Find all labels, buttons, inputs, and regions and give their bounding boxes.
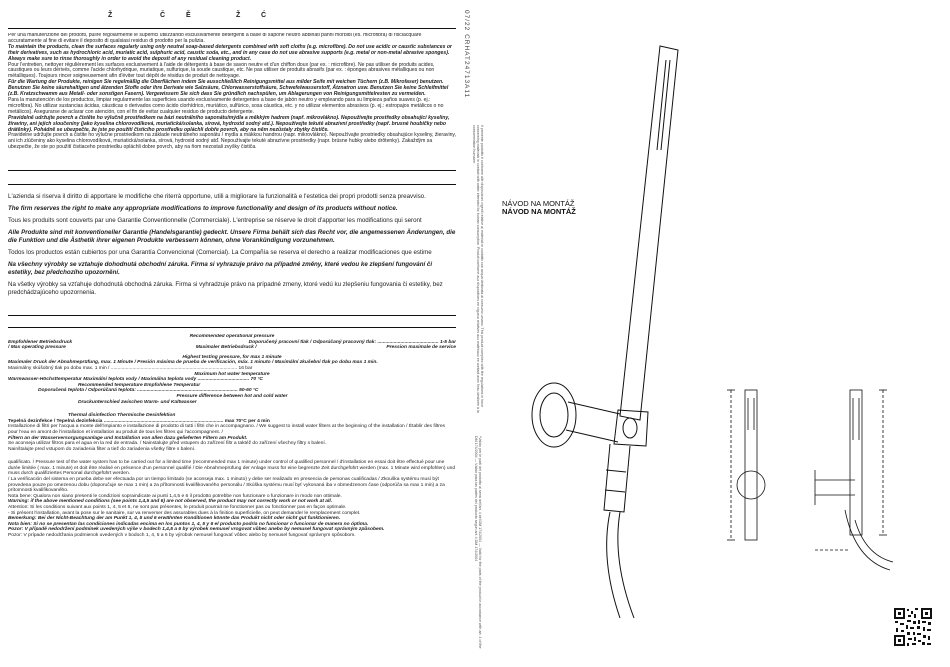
pressure-test-note-es: / La verificación del sistema en prueba debe ser efectuada por un tiempo limitado (se aconseja max. 1 minuto) y debe ser realizado en presencia de personas cualificadas / Zkouška systému musí být provedena pouze po omezenou dobu (doporučuje se max 1 min) a za přítomnosti kvalifikovaného personálu / Skúška systému musí byť vykonaná iba v obmedzenom čase (odporúča sa max 1 min) a za prítomnosti kvalifikovaného. <box>8 477 445 494</box>
instructions-column <box>8 0 456 667</box>
divider <box>8 28 456 29</box>
divider <box>8 170 456 171</box>
rec-temp-label: Recommended temperature Empfohlene Temperatur <box>78 382 201 388</box>
document-code: 07/22 CRHAT24713A11 <box>463 10 470 99</box>
side-view-arm <box>815 470 855 505</box>
language-mark: Ž <box>236 12 242 19</box>
hose <box>607 512 634 618</box>
rights-en: The firm reserves the right to make any appropriate modifications to improve functionality and design of its products without notice. <box>8 205 398 212</box>
rights-section <box>8 193 456 311</box>
language-mark: Č <box>160 12 167 19</box>
pozor-cs: Pozor: V případě nedodržení podmínek uvedených výše v bodech 1,4,5 a 6 by výrobek nemusel vrogovat vůbec anebo by nemusel fungovat správným způsobem. <box>8 527 385 533</box>
dimension-drawing <box>715 370 900 580</box>
filters-es-cs: Se aconseja utilizar filtros para el agua en la red de entrada. / Nainstalujte před vstupem do zařízení filtr a taktéž do zařízení všechny filtry s balení. <box>8 441 327 447</box>
side-view-handle <box>850 390 862 535</box>
attention-fr: Attention: Si les conditions suivant aux points 1, 4, 5 et 6, ne sont pas présentes, le produit pourrait ne fonctionner pas ou fonctionner pas en façon optimale. <box>8 505 347 511</box>
qr-code <box>893 607 933 647</box>
maintenance-fr: Pour l'entretien, nettoyer régulièrement les surfaces exclusivement à l'aide de détergents à base de savon neutre et d'un chiffon doux (par ex. : microfibre). Ne pas utiliser de produits acides, caustiques ou leurs dérivés, comme l'acide chlorhydrique, muriatique, sulfurique, la soude caustique, etc. Ne pas utiliser de produits abrasifs (par ex. : éponges abrasives métalliques ou non métalliques). Toujours rincer soigneusement afin d'éviter tout dépôt de résidus de produit de nettoyage. <box>8 61 435 80</box>
max-temp-row: Warmwasser-Höchsttemperatur Maximální teplota vody / Maximálna teplota vody ...................................... 70 °C <box>8 377 263 383</box>
language-mark: Ž <box>108 12 114 19</box>
thermal-disinfection-label: Thermal disinfection Thermische Desinfektion <box>68 413 176 419</box>
hose-connector <box>604 444 630 512</box>
side-view-hose <box>845 510 893 570</box>
maintenance-section <box>8 33 456 163</box>
language-mark: Ć <box>261 12 268 19</box>
holder-bracket <box>614 410 648 446</box>
pozor-sk: Pozor: V prípade nedodržania podmienok uvedených v bodoch 1, 4, 5 a 6 by výrobok nemusel fungovať vôbec alebo by nemusel fungovať správnym spôsobom. <box>8 533 356 538</box>
rights-it: L'azienda si riserva il diritto di apportare le modifiche che riterrà opportune, utili a migliorare la funzionalità e l'estetica dei propri prodotti senza preavviso. <box>8 193 426 200</box>
footnote: *Valido per le parti del prodotto ai sensi dell'art. 4 del DM 174/2004 — Valid for the parts of the product in accordance with art. 4 of the DM 174/2004 — Válido para las partes del producto según art. 4 DM 174/2004 <box>473 436 482 649</box>
compliance-note: Il presente prodotto è conforme alle disposizioni vigenti relative ai materiali in contatto con acqua destinata al consumo umano. This product complies with the regulations in force concerning materials in contact with water intended for human consumption. Produit conforme aux dispositions en vigueur relatives aux matériaux en contact avec l'eau destinée à la consommation humaine. <box>472 125 484 413</box>
nota-bien-es: Nota bien: Si no se presentan las condiciones indicadas encima en los puntos 1, 4, 5 y 6 el producto podría no funcionar o funcionar de manera no óptima. <box>8 521 369 527</box>
technical-data-section <box>8 334 456 660</box>
filters-de: Filtern an der Wasserversorgungsanlage und Installation von allen dazu gelieferten Filtern am Produkt. <box>8 435 248 441</box>
pressure-de: Empfohlener Betriebsdruck <box>8 339 73 345</box>
bemerkung-de: Bemerkung: Bei der Nicht-Beachtung der am Punkt 1, 4, 5 und 6 erwähnten Konditionen könnte das Produkt nicht oder nicht gut funktionieren. <box>8 516 341 522</box>
max-pressure-fr: Pression maximale de service <box>386 345 456 351</box>
rights-fr: Tous les produits sont couverts par une Garantie Conventionnelle (Commerciale). L'entreprise se réserve le droit d'apporter les modifications qui seront <box>8 217 422 224</box>
front-view-wall-plate <box>737 471 765 499</box>
attention-fr-2: - Si présent l'installation, avant la pose sur le sanitaire, sur va renverser des assurables dues à la finition superficielle, on peut demander le remplacement complet. <box>8 510 361 516</box>
thermal-disinfection-row: Tepelná dezinfekce / Tepelná dezinfekcia ........................................................................................ max 70°C per 4 min <box>8 418 270 424</box>
maintenance-sk: Pravidelne udržujte povrch a čistite ho výlučne prostriedkom na základe neutrálneho saponátu / mydla a mäkkou handrou (napr. mikrovlákno). Nepoužívajte prostriedky obsahujúce kyseliny, žieraviny, ani ich zlúčeniny ako kyselina chlorovodíková, muriatická/solanka, sírová, hydroxid sodný atď. Nepoužívajte tekuté abrazívne prostriedky (napr. brúsne hubky alebo drôtenky). Zakaždým sa ubezpečte, že ste po použití čistiaceho prostriedku opláchli dobre povrch, aby na ňom nezostali zvyšky čističa. <box>8 132 456 151</box>
wall-arm <box>566 402 620 442</box>
pressure-diff-label: Pressure difference between hot and cold water <box>176 393 288 399</box>
pressure-cs: Doporučený pracovní tlak / Odporúčaný pracovný tlak: ............................................. 1-5 bar <box>248 339 456 345</box>
max-test-pressure-sk: Maximálny skúšobný tlak po dobu max. 1 min / ............................................................................................. 16 bar <box>8 365 253 371</box>
rec-temp-row: Doporučená teplota / Odporúčaná teplota: .......................................................................... 50-60 °C <box>38 388 259 394</box>
warning-en: Warning: if the above mentioned conditions (see points 1,4,5 and 6) are not observed, the product may not correctly work or not work at all. <box>8 499 333 505</box>
maintenance-de: Für die Wartung der Produkte, reinigen Sie regelmäßig die Oberflächen indem Sie ausschließlich Reinigungsmittel aus milder Seife mit weichen Tüchern (z.B. Mikrofaser) benutzen. Benutzen Sie keine säurehaltigen und ätzenden Stoffe oder ihre Derivate wie Salzsäure, Chlorwasserstoffsäure, Schwefelwasserstoff, Ätznatron usw. Benutzen Sie keine Schleifmittel (z.B. Kratzschwamm aus Metall- oder sonstigen Fasern). Vergewissern Sie sich dass Sie gründlich nachspülen, um Ablagerungen von Reinigungsmittelresten zu vermeiden. <box>8 79 449 98</box>
maintenance-cs: Pravidelně udržujte povrch a čistěte ho výlučně prostředkem na bázi neutrálního saponátu/mýdla a měkkým hadrem (např. mikrovlákno). Nepoužívejte prostředky obsahující kyseliny, žíraviny, ani jejich sloučeniny (jako kyselina chlorovodíková, muriatická/solanka, sírová, hydroxid sodný atd.). Nepoužívejte tekuté abrazivní prostředky (např. brusné houbičky nebo drátěnky). Pohádně se ubezpečte, že jste po použití čisticího prostředku opláchli dobře povrch, aby na něm nezůstaly zbytky čističe. <box>8 114 450 133</box>
maintenance-it: Per una manutenzione dei prodotti, pulire regolarmente le superfici utilizzando esclusivamente detergenti a base di sapone neutro abbinati panni morbidi (es. microfibra) di risciacquare accuratamente al fine di evitare il deposito di qualsiasi residuo di prodotto per la pulizia. <box>8 33 422 44</box>
nota-bene-it: Nota bene: Qualora non siano presenti le condizioni sopraindicate ai punti 1,4,5 e 6 il prodotto potrebbe non funzionare o funzionare in modo non ottimale. <box>8 493 342 499</box>
divider <box>8 315 456 316</box>
pressure-diff-de: Druckunterschied zwischen Warm- und Kaltwasser <box>78 399 197 405</box>
max-temp-label: Maximum hot water temperature <box>194 371 270 377</box>
pressure-test-note: qualificato. / Pressure test of the water system has to be carried out for a limited time (recommended max 1 minute) under control of qualified personnel / d'installation en essai doit être effectué pour une durée limitée ( max. 1 minute) et doit être réalisé en présence d'un personnel qualifié / Die Abnahmeprüfung der Anlage muss für eine begrenzte Zeit durchgeführt werden (max. 1 Minute wird empfohlen) und muss durch qualifiziertes Personal durchgeführt werden. <box>8 460 456 477</box>
shower-handle <box>620 46 678 420</box>
spray-head-slots <box>657 60 670 150</box>
max-pressure-en: / Max operating pressure <box>8 345 66 351</box>
max-test-pressure: Maximaler Druck der Abnahmeprüfung, max. 1 Minute / Presión máxima de prueba de verificación, máx. 1 minuto / Maximální zkušební tlak po dobu max 1 min. <box>8 360 378 366</box>
rec-pressure-label: Recommended operational pressure <box>189 334 275 339</box>
title-line-2: NÁVOD NA MONTÁŽ <box>502 207 576 216</box>
front-view-handle <box>745 390 757 540</box>
divider <box>8 327 456 328</box>
maintenance-es: Para la manutención de los productos, limpiar regularmente las superficies usando exclusivamente detergentes a base de jabón neutro y empleando para su limpieza paños suaves (p. ej.: microfibra). No utilizar sustancias ácidas, cáusticas o derivados como ácido clorhídrico, muriático, sulfúrico, sosa cáustica, etc. y no utilizar elementos abrasivos (p. ej.: estropajos metálicos o no metálicos). Asegurarse de aclarar con atención, con el fin de evitar cualquier residuo de producto detergente. <box>8 96 444 115</box>
title-line-1: NÁVOD NA MONTÁŽ <box>502 199 575 208</box>
divider <box>8 184 456 185</box>
max-pressure-de: Maximaler Betriebsdruck / <box>195 345 257 351</box>
filters-sk: Nainštalujte pred vstupom do zariadenia filter a tiež do zariadenia všetky filtre s balení. <box>8 446 196 452</box>
rights-cs: Na všechny výrobky se vztahuje dohodnutá obchodní záruka. Firma si vyhrazuje právo na případné změny, které vedou ke zlepšení fungování či estetiky, bez předchozího upozornění. <box>8 261 433 276</box>
rights-de: Alle Produkte sind mit konventioneller Garantie (Handelsgarantie) gedeckt. Unsere Firma behält sich das Recht vor, die angemessenen Änderungen, die die Funktion und die Ästhetik ihrer eigenen Produkte verbessern können, ohne Vorankündigung vorzunehmen. <box>8 229 456 244</box>
language-header <box>8 4 456 20</box>
rights-sk: Na všetky výrobky sa vzťahuje dohodnutá obchodná záruka. Firma si vyhradzuje právo na prípadné zmeny, ktoré vedú ku zlepšeniu fungovania či estetiky, bez predchádzajúceho upozornenia. <box>8 281 443 296</box>
highest-pressure-label: Highest testing pressure, for max 1 minute <box>182 354 282 360</box>
language-mark: Ě <box>186 12 192 19</box>
hand-shower-drawing <box>520 40 700 620</box>
filters-intl: Installazione di filtri per l'acqua a monte dell'impianto e installazione di prodotto di tutti i filtri che in accompagnano. / We suggest to install water filters at the beginning of the installation / Établir des filtres pour l'eau en amont de l'installation et installation au produit de tous les filtres qui l'accompagnent. / <box>8 424 446 435</box>
bracket-screw <box>623 418 637 438</box>
maintenance-en: To maintain the products, clean the surfaces regularly using only neutral soap-based detergents combined with soft cloths (e.g. microfibre). Do not use acidic or caustic substances or their derivatives, such as hydrochloric acid, muriatic acid, sulphuric acid, caustic soda, etc., and in any case do not use abrasive supports (e.g. metal or non-metal abrasive sponges). Always make sure to rinse thoroughly in order to avoid the deposit of any residual cleaning product. <box>8 43 452 62</box>
rights-es: Todos los productos están cubiertos por una Garantía Convencional (Comercial). La Compañía se reserva el derecho a realizar modificaciones que estime <box>8 249 432 256</box>
